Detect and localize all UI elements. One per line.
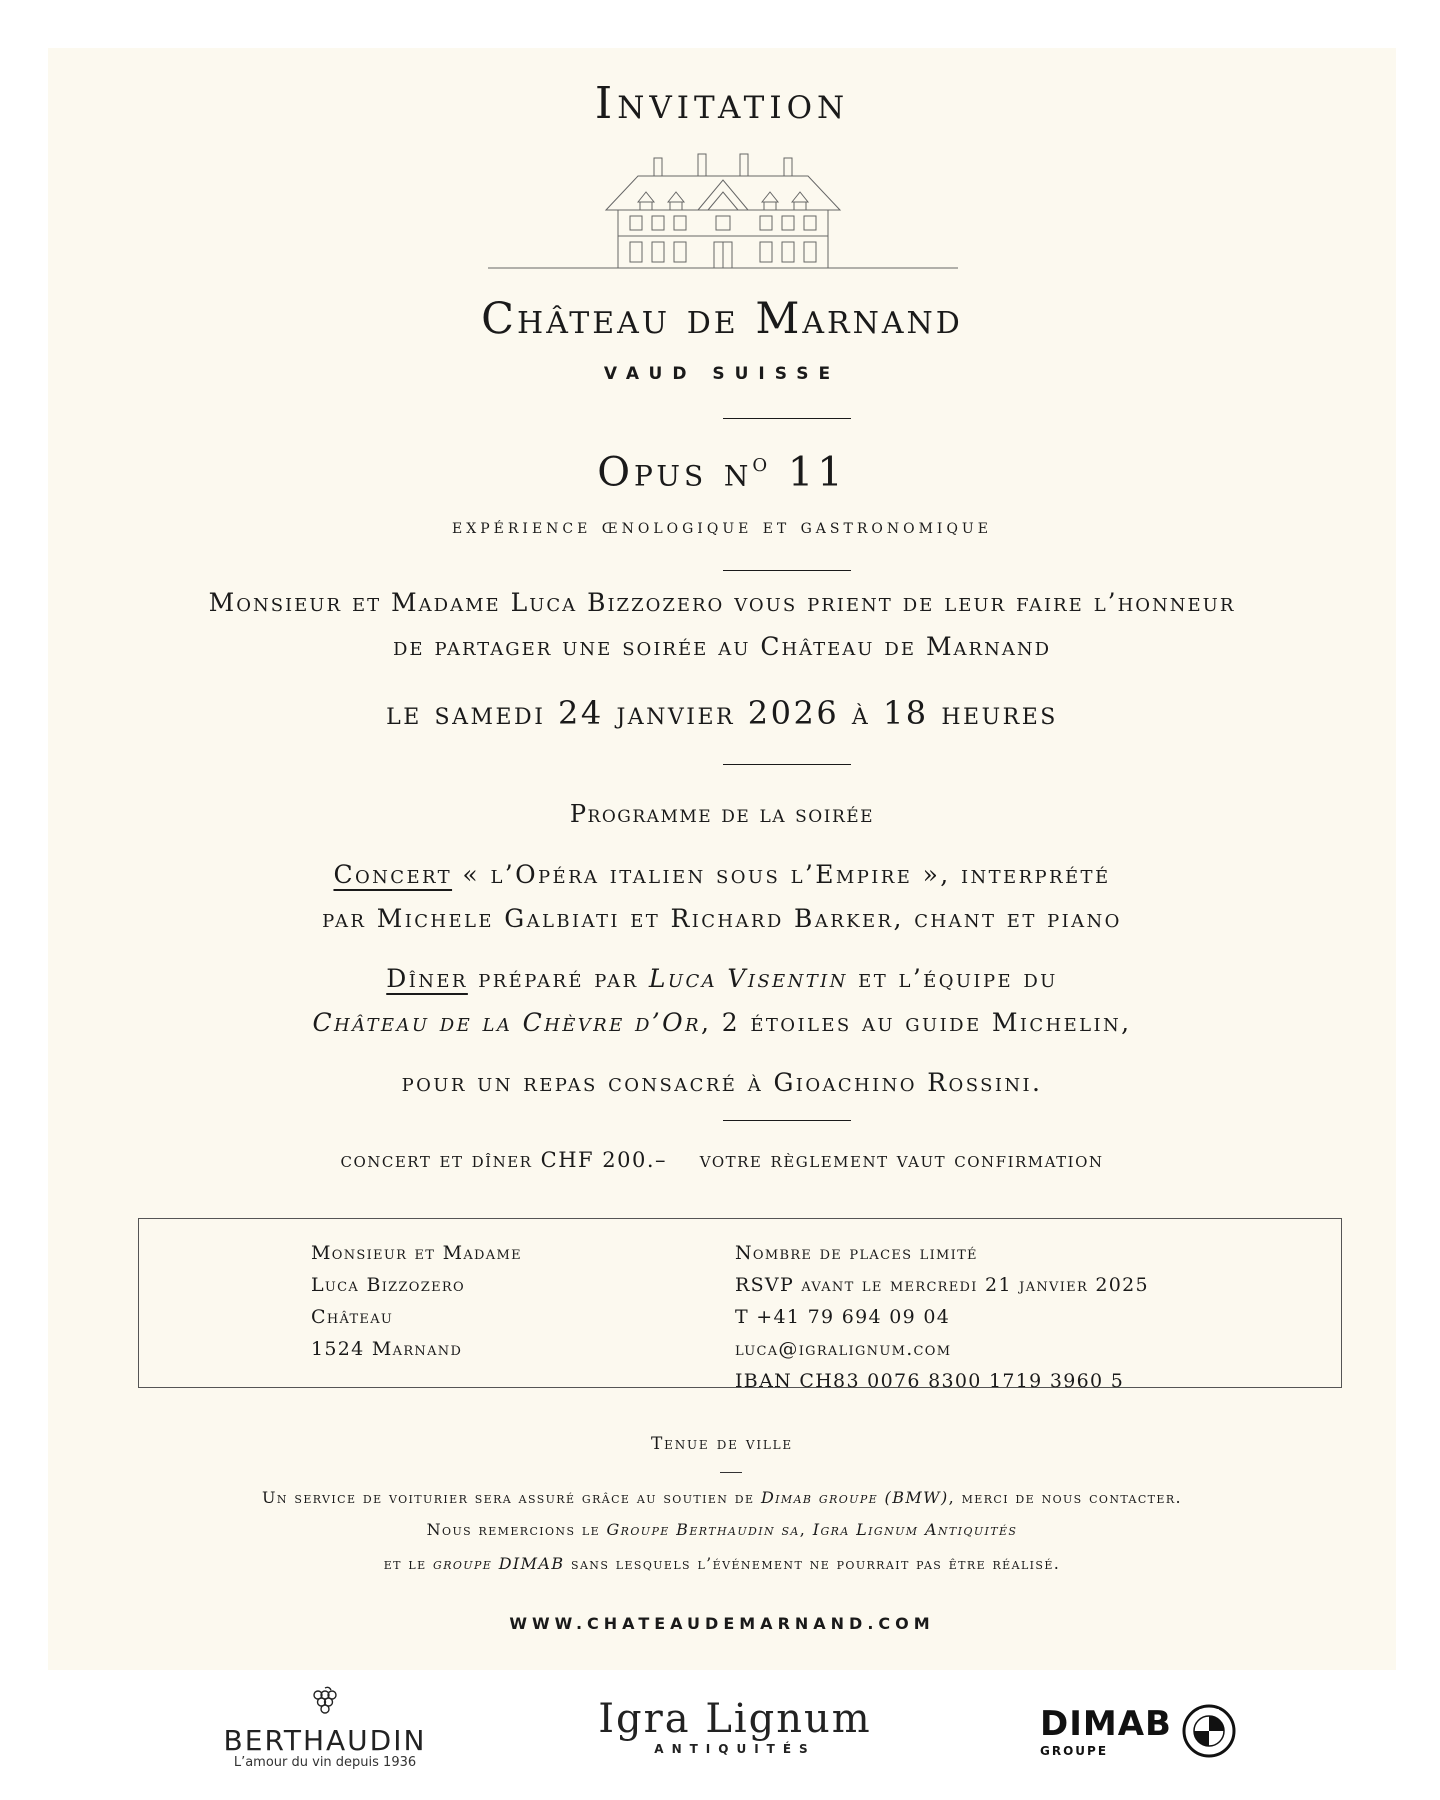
venue-region: VAUD SUISSE <box>603 364 841 384</box>
price-line: concert et dîner CHF 200.– votre règlement vaut confirmation <box>340 1148 1104 1172</box>
programme-concert-line-1: Concert « l’Opéra italien sous l’Empire », interprété <box>333 860 1111 889</box>
divider <box>723 764 851 765</box>
dress-code: Tenue de ville <box>651 1434 793 1454</box>
bmw-roundel-icon <box>1182 1704 1236 1758</box>
contact-box <box>138 1218 1342 1392</box>
host-address: Monsieur et Madame Luca Bizzozero Château 1524 Marnand <box>311 1242 522 1360</box>
event-date: le samedi 24 janvier 2026 à 18 heures <box>386 694 1058 732</box>
programme-diner-line-1: Dîner préparé par Luca Visentin et l’équipe du <box>386 964 1058 993</box>
invitation-title: Invitation <box>594 78 850 129</box>
divider <box>723 570 851 571</box>
rsvp-info: Nombre de places limité RSVP avant le mercredi 21 janvier 2025 T +41 79 694 09 04 luca@igralignum.com IBAN CH83 0076 8300 1719 3960 5 <box>735 1242 1149 1392</box>
concert-label: Concert <box>333 860 453 889</box>
thanks-note-1: Nous remercions le Groupe Berthaudin sa, Igra Lignum Antiquités <box>426 1520 1018 1539</box>
dimab-logo: DIMAB GROUPE BMW <box>1040 1704 1250 1758</box>
diner-label: Dîner <box>386 964 468 993</box>
chateau-illustration-icon <box>488 144 958 274</box>
berthaudin-logo: BERTHAUDIN L’amour du vin depuis 1936 <box>220 1686 430 1770</box>
programme-diner-line-2: Château de la Chèvre d’Or, 2 étoiles au guide Michelin, <box>312 1008 1132 1037</box>
igra-lignum-logo: Igra Lignum ANTIQUITÉS <box>598 1696 872 1756</box>
thanks-note-2: et le groupe DIMAB sans lesquels l’événement ne pourrait pas être réalisé. <box>383 1554 1061 1573</box>
opus-title: Opus $n^o$ 11 <box>597 448 847 496</box>
venue-name: Château de Marnand <box>481 294 963 344</box>
divider <box>723 1120 851 1121</box>
bmw-letters: BMW <box>1198 1708 1219 1716</box>
small-divider <box>720 1472 742 1473</box>
valet-note: Un service de voiturier sera assuré grâce au soutien de Dimab groupe (BMW), merci de nous contacter. <box>261 1488 1182 1507</box>
programme-concert-line-2: par Michele Galbiati et Richard Barker, chant et piano <box>322 904 1122 933</box>
website-link[interactable]: WWW.CHATEAUDEMARNAND.COM <box>509 1614 935 1633</box>
invite-line-1: Monsieur et Madame Luca Bizzozero vous prient de leur faire l’honneur <box>208 588 1236 617</box>
programme-heading: Programme de la soirée <box>569 800 875 828</box>
divider <box>723 418 851 419</box>
rsvp-email[interactable]: luca@igralignum.com <box>735 1338 952 1360</box>
invite-line-2: de partager une soirée au Château de Marnand <box>392 632 1052 661</box>
grapes-icon <box>305 1686 345 1720</box>
opus-subtitle: expérience œnologique et gastronomique <box>452 514 992 538</box>
invitation-card <box>48 48 1396 1670</box>
programme-diner-line-3: pour un repas consacré à Gioachino Rossini. <box>401 1068 1043 1097</box>
